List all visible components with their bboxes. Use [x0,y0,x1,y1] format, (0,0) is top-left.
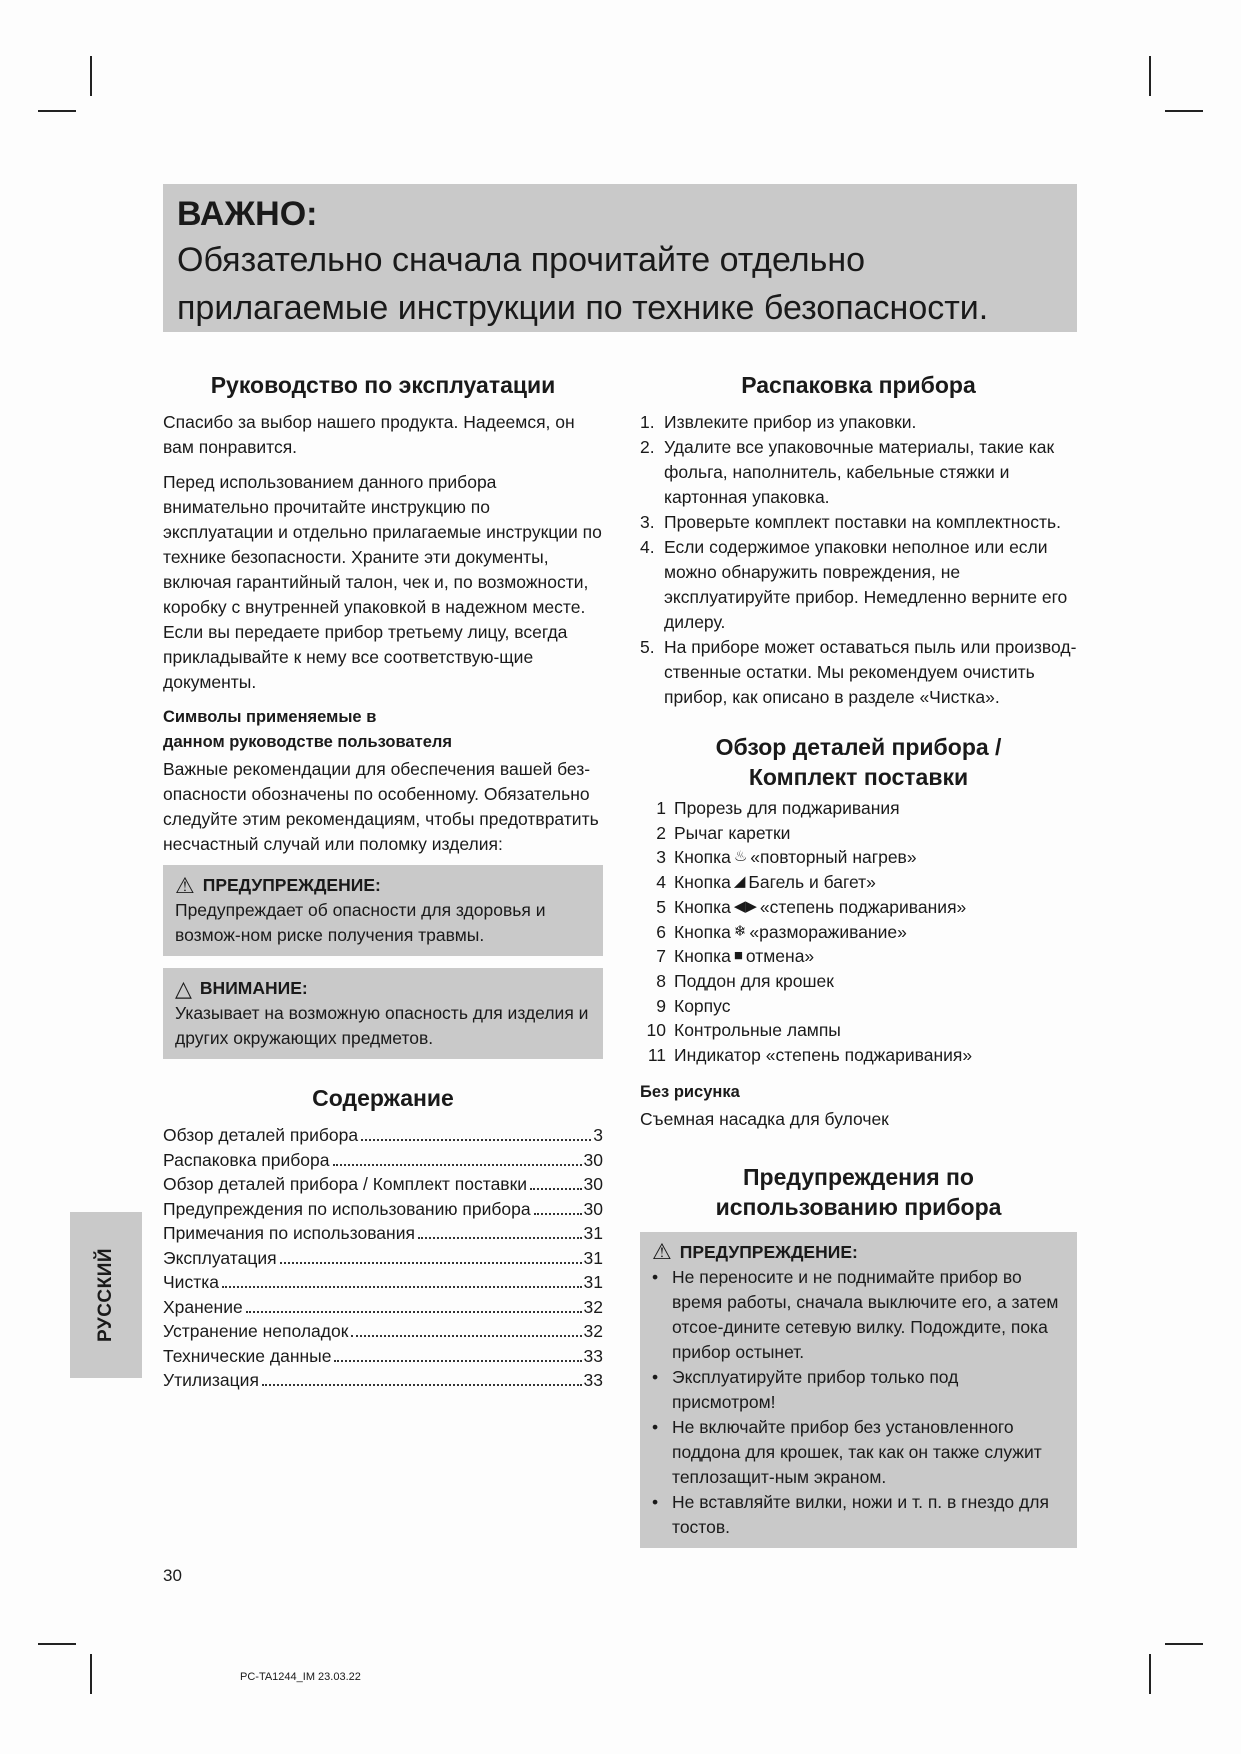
manual-paragraph: Перед использованием данного прибора внимательно прочитайте инструкцию по эксплуатации и отдельно прилагаемые инструкции по технике безопасности. Храните эти документы, включая гарантийный талон, чек и, по возможности, коробку с внутренней упаковкой в надежном месте. Если вы передаете прибор третьему лицу, всегда прикладывайте к нему все соответствую-щие документы. [163,472,602,692]
list-item: 10 Контрольные лампы [646,1020,841,1041]
footer-code: PC-TA1244_IM 23.03.22 [240,1671,361,1683]
toc-entry[interactable]: Обзор деталей прибора / Комплект поставки 30 [163,1174,603,1194]
toc-entry[interactable]: Технические данные 33 [163,1345,603,1366]
unpacking-steps [640,410,1077,710]
crop-mark [90,1654,92,1694]
important-text: Обязательно сначала прочитайте отдельно прилагаемые инструкции по технике безопасности. [177,241,989,327]
toc-entry[interactable]: Устранение неполадок 32 [163,1321,603,1341]
crop-mark [38,110,76,112]
crop-mark [1149,1654,1151,1694]
manual-heading: Руководство по эксплуатации [210,372,556,398]
warning-box [163,865,603,956]
left-column [163,370,603,1393]
crop-mark [1165,1643,1203,1645]
language-label: РУССКИЙ [95,1247,116,1343]
symbols-heading-line2: данном руководстве пользователя [163,733,452,751]
list-item: • Не переносите и не поднимайте прибор во время работы, сначала выключите его, а затем отсое-дините сетевую вилку. Подождите, пока прибор остынет. [652,1265,1065,1365]
toc-entry[interactable]: Примечания по использования 31 [163,1223,603,1243]
warnings-heading-line2: использованию прибора [715,1193,1002,1220]
crop-mark [1149,56,1151,96]
usage-warning-box [640,1232,1077,1548]
list-item: • Не включайте прибор без установленного поддона для крошек, так как он также служит теплозащит-ным экраном. [652,1415,1065,1490]
language-tab [70,1212,142,1378]
overview-heading-line2: Комплект поставки [748,764,969,790]
warning-box-title [175,873,591,898]
toc-entry[interactable]: Чистка 31 [163,1272,603,1292]
warning-description: Предупреждает об опасности для здоровья и возмож-ном риске получения травмы. [175,900,546,945]
stop-icon: ■ [733,947,743,965]
crop-mark [1165,110,1203,112]
unpacking-heading: Распаковка прибора [741,372,976,398]
list-item: 5. На приборе может оставаться пыль или производ-ственные остатки. Мы рекомендуем очистить прибор, как описано в разделе «Чистка». [640,637,1077,707]
warning-label: ПРЕДУПРЕЖДЕНИЕ: [202,875,381,895]
crop-mark [38,1643,76,1645]
list-item: 3 Кнопка ♨ «повторный нагрев» [640,845,1077,870]
bullet-icon: • [652,1491,659,1512]
toc-entry[interactable]: Предупреждения по использованию прибора 30 [163,1198,603,1219]
defrost-icon: ❄ [733,922,747,940]
toc-entry[interactable]: Эксплуатация 31 [163,1247,603,1268]
list-item: 4. Если содержимое упаковки неполное или если можно обнаружить повреждения, не эксплуатируйте прибор. Немедленно верните его дилеру. [640,537,1068,632]
list-item: 1 Прорезь для поджаривания [656,798,900,818]
reheat-icon: ♨ [733,848,748,866]
caution-label: ВНИМАНИЕ: [199,978,308,998]
list-item: 3. Проверьте комплект поставки на комплектность. [640,512,1061,532]
caution-box [163,968,603,1059]
list-item: 2. Удалите все упаковочные материалы, такие как фольга, наполнитель, кабельные стяжки и картонная упаковка. [640,437,1055,507]
browning-arrows-icon: ◀▶ [733,897,757,915]
table-of-contents [163,1123,603,1393]
overview-heading-line1: Обзор деталей прибора / [715,734,1002,760]
important-title: ВАЖНО: [177,195,318,233]
important-banner [163,184,1077,332]
toc-entry[interactable]: Обзор деталей прибора 3 [163,1125,603,1145]
usage-warning-label: ПРЕДУПРЕЖДЕНИЕ: [679,1241,858,1262]
list-item: • Не вставляйте вилки, ножи и т. п. в гнездо для тостов. [652,1490,1065,1540]
right-column [640,370,1077,1548]
caution-triangle-icon: △ [175,975,192,1001]
warning-triangle-icon: ⚠ [175,872,195,898]
page-number: 30 [163,1566,182,1585]
bullet-icon: • [652,1266,659,1287]
bullet-icon: • [652,1366,659,1387]
warnings-heading-line1: Предупреждения по [743,1163,974,1190]
list-item: 1. Извлеките прибор из упаковки. [640,412,917,432]
contents-heading: Содержание [312,1085,454,1111]
list-item: 5 Кнопка ◀▶ «степень поджаривания» [640,895,1077,920]
list-item: • Эксплуатируйте прибор только под присмотром! [652,1365,1065,1415]
list-item: 9 Корпус [656,995,731,1016]
warning-triangle-icon: ⚠ [652,1239,672,1265]
crop-mark [90,56,92,96]
parts-list [640,796,1077,1068]
toc-entry[interactable]: Хранение 32 [163,1296,603,1317]
list-item: 7 Кнопка ■ отмена» [640,944,1077,969]
bagel-icon: ◢ [733,873,746,891]
list-item: 11 Индикатор «степень поджаривания» [647,1045,973,1066]
symbols-heading-line1: Символы применяемые в [163,708,377,726]
usage-warning-list [652,1265,1065,1540]
toc-entry[interactable]: Утилизация 33 [163,1370,603,1390]
no-image-title: Без рисунка [640,1082,740,1101]
bullet-icon: • [652,1416,659,1437]
toc-entry[interactable]: Распаковка прибора 30 [163,1149,603,1170]
manual-intro: Спасибо за выбор нашего продукта. Надеемся, он вам понравится. [163,412,575,457]
symbols-text: Важные рекомендации для обеспечения вашей без-опасности обозначены по особенному. Обязательно следуйте этим рекомендациям, чтобы предотвратить несчастный случай или поломку изделия: [163,759,599,854]
list-item: 8 Поддон для крошек [656,970,834,991]
usage-warning-title [652,1240,1065,1265]
caution-description: Указывает на возможную опасность для изделия и других окружающих предметов. [175,1003,589,1048]
list-item: 4 Кнопка ◢ Багель и багет» [640,870,1077,895]
no-image-item: Съемная насадка для булочек [640,1108,889,1129]
list-item: 6 Кнопка ❄ «размораживание» [640,920,1077,945]
list-item: 2 Рычаг каретки [656,822,791,843]
caution-box-title [175,976,591,1001]
